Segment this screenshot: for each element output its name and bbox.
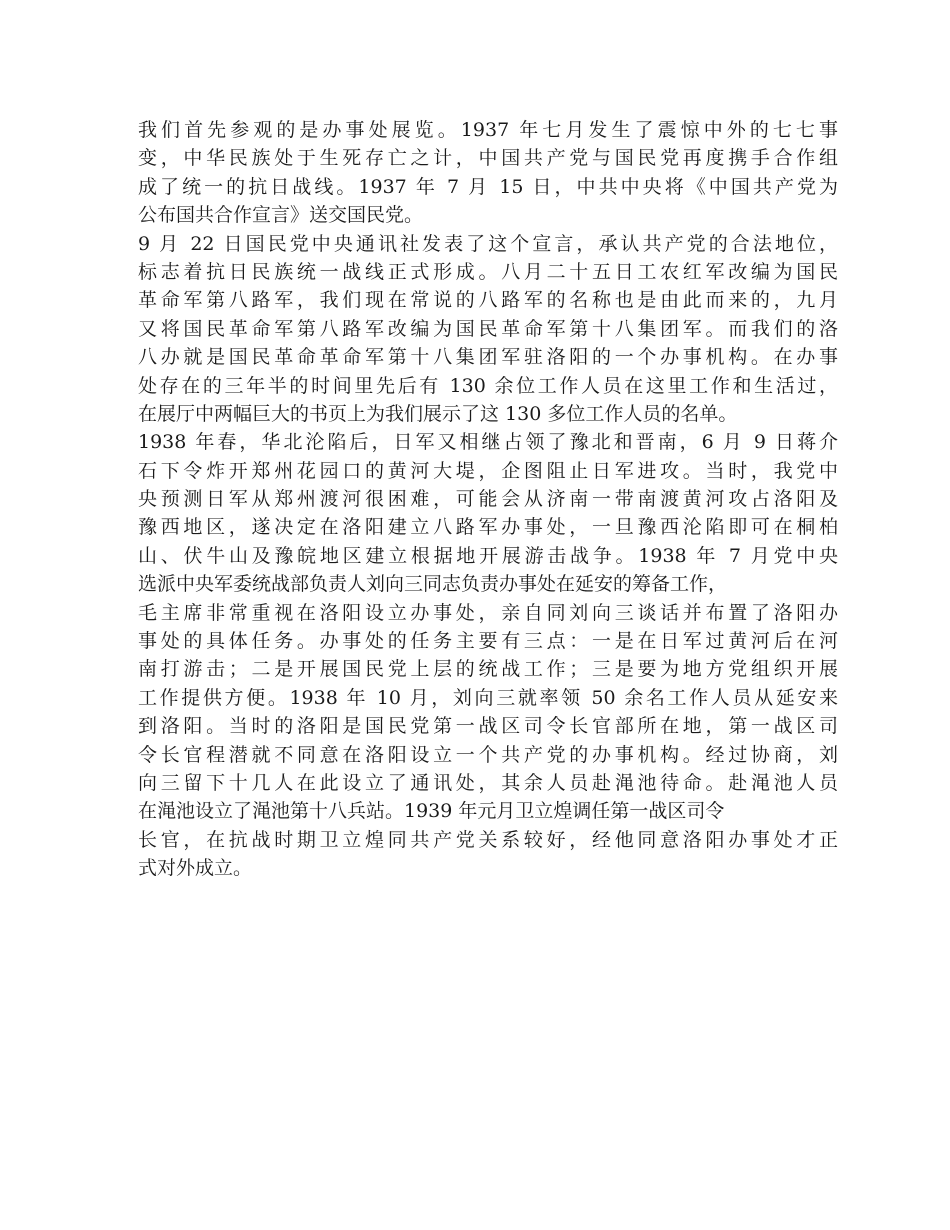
text-line: 长官，在抗战时期卫立煌同共产党关系较好，经他同意洛阳办事处才正: [138, 828, 838, 851]
text-line: 向三留下十几人在此设立了通讯处，其余人员赴渑池待命。赴渑池人员: [138, 771, 838, 794]
body-text: [138, 116, 838, 883]
text-line: 变，中华民族处于生死存亡之计，中国共产党与国民党再度携手合作组: [138, 147, 838, 170]
text-line: 南打游击；二是开展国民党上层的统战工作；三是要为地方党组织开展: [138, 658, 838, 681]
text-line: 石下令炸开郑州花园口的黄河大堤，企图阻止日军进攻。当时，我党中: [138, 459, 838, 482]
text-line: 式对外成立。: [138, 857, 253, 880]
text-line: 又将国民革命军第八路军改编为国民革命军第十八集团军。而我们的洛: [138, 317, 838, 340]
text-line: 央预测日军从郑州渡河很困难，可能会从济南一带南渡黄河攻占洛阳及: [138, 488, 838, 511]
text-line: 工作提供方便。1938 年 10 月，刘向三就率领 50 余名工作人员从延安来: [138, 686, 838, 709]
text-line: 成了统一的抗日战线。1937 年 7 月 15 日，中共中央将《中国共产党为: [138, 175, 838, 198]
text-line: 到洛阳。当时的洛阳是国民党第一战区司令长官部所在地，第一战区司: [138, 715, 838, 738]
text-line: 在展厅中两幅巨大的书页上为我们展示了这 130 多位工作人员的名单。: [138, 402, 738, 425]
text-line: 标志着抗日民族统一战线正式形成。八月二十五日工农红军改编为国民: [138, 260, 838, 283]
text-line: 1938 年春，华北沦陷后，日军又相继占领了豫北和晋南，6 月 9 日蒋介: [138, 431, 838, 454]
text-line: 选派中央军委统战部负责人刘向三同志负责办事处在延安的筹备工作，: [138, 573, 728, 596]
text-line: 毛主席非常重视在洛阳设立办事处，亲自同刘向三谈话并布置了洛阳办: [138, 601, 838, 624]
text-line: 我们首先参观的是办事处展览。1937 年七月发生了震惊中外的七七事: [138, 119, 838, 141]
text-line: 山、伏牛山及豫皖地区建立根据地开展游击战争。1938 年 7 月党中央: [138, 544, 838, 567]
text-line: 豫西地区，遂决定在洛阳建立八路军办事处，一旦豫西沦陷即可在桐柏: [138, 516, 838, 539]
text-line: 事处的具体任务。办事处的任务主要有三点：一是在日军过黄河后在河: [138, 630, 838, 653]
text-line: 在渑池设立了渑池第十八兵站。1939 年元月卫立煌调任第一战区司令: [138, 800, 725, 823]
text-line: 处存在的三年半的时间里先后有 130 余位工作人员在这里工作和生活过，: [138, 374, 838, 397]
text-line: 革命军第八路军，我们现在常说的八路军的名称也是由此而来的，九月: [138, 289, 838, 312]
text-line: 9 月 22 日国民党中央通讯社发表了这个宣言，承认共产党的合法地位，: [138, 232, 838, 255]
text-line: 公布国共合作宣言》送交国民党。: [138, 204, 424, 227]
text-line: 八办就是国民革命革命军第十八集团军驻洛阳的一个办事机构。在办事: [138, 346, 838, 369]
text-line: 令长官程潜就不同意在洛阳设立一个共产党的办事机构。经过协商，刘: [138, 743, 838, 766]
